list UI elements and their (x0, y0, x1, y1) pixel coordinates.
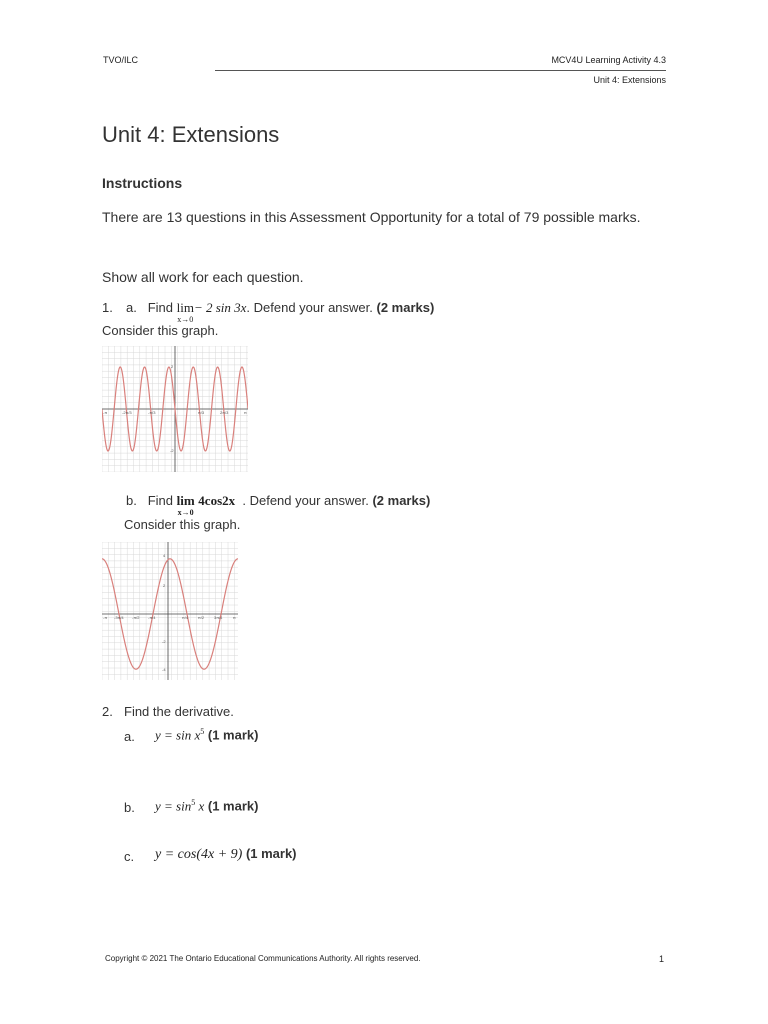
graph-a-tick-label: π/3 (198, 410, 205, 415)
q2-prompt: Find the derivative. (124, 704, 234, 719)
graph-b (102, 542, 238, 680)
header-left: TVO/ILC (103, 55, 139, 65)
q2c-line (155, 846, 297, 863)
q1b-letter: b. (126, 493, 137, 508)
q1b-defend: . Defend your answer. (242, 493, 369, 508)
footer-page-number: 1 (658, 954, 664, 964)
header-subtitle: Unit 4: Extensions (593, 75, 666, 85)
q2c-marks: (1 mark) (245, 846, 297, 861)
q1a-expression: − 2 sin 3x (193, 300, 247, 315)
graph-a-tick-label: 2π/3 (220, 410, 229, 415)
q1a-marks: (2 marks) (376, 300, 435, 315)
graph-a-tick-label: π (244, 410, 247, 415)
header-right: MCV4U Learning Activity 4.3 (551, 55, 666, 65)
q2c-letter: c. (124, 849, 135, 864)
q2b-expression: y = sin (155, 798, 192, 814)
graph-b-tick-label: 4 (163, 553, 166, 558)
q2b-expression-tail: x (195, 798, 205, 814)
graph-b-tick-label: π/2 (198, 615, 205, 620)
q2c-expression: y = cos(4x + 9) (155, 847, 243, 862)
q1b-consider: Consider this graph. (124, 517, 241, 532)
q1b-expression: 4cos2x (198, 493, 236, 508)
graph-b-tick-label: -2 (162, 639, 166, 644)
graph-a-tick-label: -2π/3 (122, 410, 132, 415)
q2a-exponent: 5 (200, 727, 205, 736)
graph-a (102, 346, 248, 472)
q2a-expression: y = sin x (155, 727, 201, 743)
q2b-line (155, 798, 258, 814)
instructions-heading: Instructions (102, 175, 183, 191)
lim-text: lim (176, 493, 195, 508)
graph-b-grid (102, 542, 238, 680)
q1b-line (126, 493, 430, 517)
header-rule (215, 70, 666, 71)
graph-a-tick-label: -π/3 (148, 410, 156, 415)
graph-b-tick-label: 3π/4 (214, 615, 223, 620)
q2a-marks: (1 mark) (207, 727, 259, 743)
graph-b-tick-label: π (233, 615, 236, 620)
q1a-lim (177, 300, 194, 324)
graph-b-tick-label: -π/4 (148, 615, 156, 620)
q2b-marks: (1 mark) (207, 798, 259, 814)
q2a-letter: a. (124, 729, 135, 744)
q1-number: 1. (102, 300, 113, 315)
lim-subscript: x→0 (177, 315, 194, 324)
graph-a-tick-label: -π (103, 410, 108, 415)
q2-number: 2. (102, 704, 113, 719)
q1b-find: Find (147, 493, 173, 508)
instructions-intro: There are 13 questions in this Assessment Opportunity for a total of 79 possible marks. (102, 209, 641, 225)
q1a-find: Find (147, 300, 173, 315)
q1a-defend: . Defend your answer. (246, 300, 373, 315)
q1a-letter: a. (126, 300, 137, 315)
graph-a-tick-label: -2 (170, 448, 174, 453)
graph-a-tick-label: 2 (171, 364, 174, 369)
graph-b-tick-label: -π (103, 615, 108, 620)
graph-b-tick-label: -3π/4 (114, 615, 124, 620)
q1b-marks: (2 marks) (372, 493, 431, 508)
instructions-show-work: Show all work for each question. (102, 269, 304, 285)
q1b-lim (177, 493, 195, 517)
q1a-consider: Consider this graph. (102, 323, 219, 338)
q2b-letter: b. (124, 800, 135, 815)
graph-b-tick-label: π/4 (182, 615, 189, 620)
graph-b-tick-label: -4 (162, 667, 166, 672)
page-title: Unit 4: Extensions (102, 122, 280, 147)
graph-b-tick-label: -π/2 (132, 615, 140, 620)
lim-subscript: x→0 (177, 508, 194, 517)
graph-b-tick-label: 2 (163, 583, 166, 588)
q1a-line (126, 300, 434, 324)
q2b-exponent: 5 (191, 798, 196, 807)
q2a-line (155, 727, 258, 743)
footer-copyright: Copyright © 2021 The Ontario Educational Communications Authority. All rights reserved. (105, 954, 421, 963)
lim-text: lim (176, 300, 194, 315)
